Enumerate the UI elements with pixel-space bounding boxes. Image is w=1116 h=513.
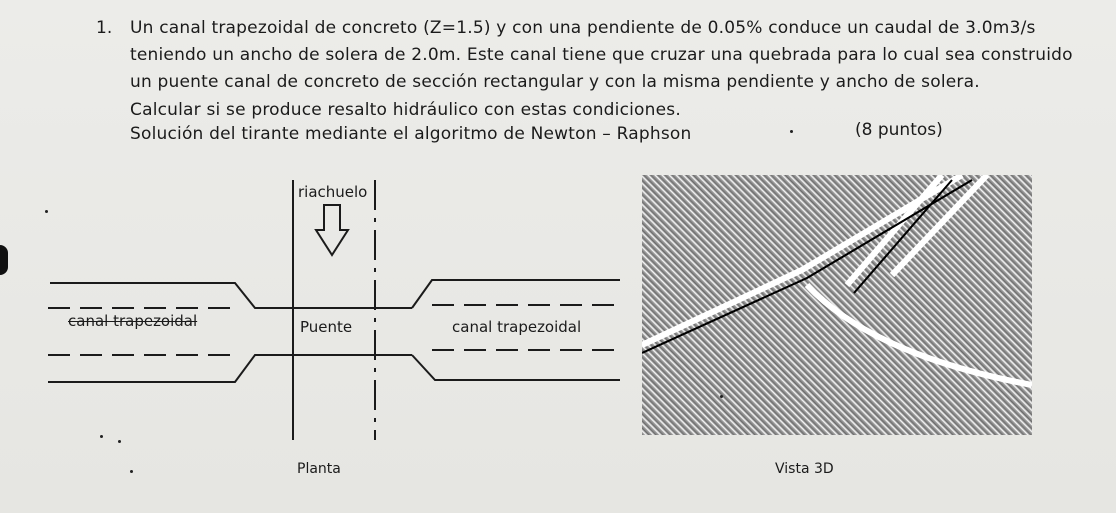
right-channel-bottom-edge: [412, 355, 620, 380]
points-label: (8 puntos): [855, 120, 943, 140]
flow-arrow: [316, 205, 348, 255]
right-channel-label: canal trapezoidal: [452, 318, 582, 336]
left-channel-label: canal trapezoidal: [68, 312, 198, 330]
left-channel-bottom-edge: [48, 355, 293, 382]
right-channel-top-edge: [412, 280, 620, 308]
left-channel-top-edge: [50, 283, 293, 308]
scan-speck: [130, 470, 133, 473]
scan-speck: [100, 435, 103, 438]
view-3d-caption: Vista 3D: [775, 461, 834, 477]
bridge-label: Puente: [300, 318, 353, 336]
problem-line-4: Calcular si se produce resalto hidráulico con estas condiciones.: [130, 100, 681, 120]
plan-caption: Planta: [297, 461, 341, 477]
scan-speck: [790, 130, 793, 133]
problem-line-5: Solución del tirante mediante el algoritmo de Newton – Raphson: [130, 124, 692, 144]
problem-number: 1.: [96, 18, 113, 38]
view-3d-image: [642, 175, 1032, 435]
scan-speck: [45, 210, 48, 213]
problem-line-1: Un canal trapezoidal de concreto (Z=1.5) y con una pendiente de 0.05% conduce un caudal de 3.0m3/s: [130, 18, 1036, 38]
scan-speck: [118, 440, 121, 443]
problem-line-3: un puente canal de concreto de sección rectangular y con la misma pendiente y ancho de solera.: [130, 72, 980, 92]
stream-label: riachuelo: [298, 183, 368, 201]
scan-speck: [720, 395, 723, 398]
problem-line-2: teniendo un ancho de solera de 2.0m. Este canal tiene que cruzar una quebrada para lo cual sea construido: [130, 45, 1073, 65]
